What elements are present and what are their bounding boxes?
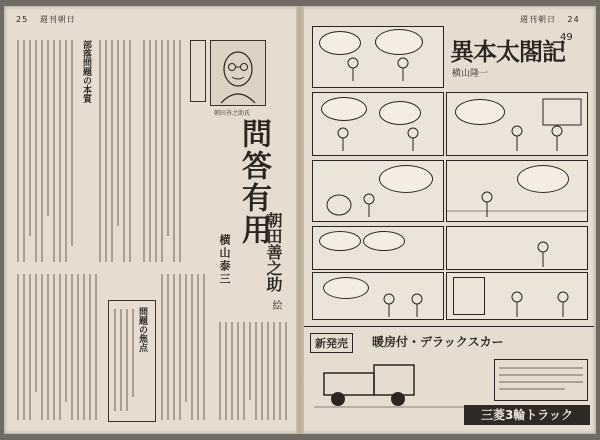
- comic-panel-3: [446, 92, 588, 156]
- right-page-number: 24: [567, 15, 580, 24]
- comic-title: 異本太閤記: [450, 37, 565, 66]
- comic-panel-5: [446, 160, 588, 222]
- advert-badge: 新発売: [310, 333, 353, 353]
- category-tag: [190, 40, 206, 102]
- speech-bubble: [321, 97, 367, 121]
- speech-bubble: [323, 277, 369, 299]
- body-text-block-1: [14, 36, 74, 266]
- interviewer-role: 絵: [270, 300, 281, 310]
- body-text-block-5: [158, 272, 212, 422]
- text-lines-3: [140, 36, 186, 266]
- sidebar-title: 問題の焦点: [137, 307, 147, 352]
- left-page-header: [16, 14, 76, 25]
- sidebar-box: [108, 300, 156, 422]
- body-text-block-4: [14, 272, 104, 422]
- left-page-number: 25: [16, 15, 29, 24]
- photo-caption: 朝田善之助氏: [214, 110, 251, 117]
- body-text-block-3: [140, 36, 186, 266]
- comic-panel-8: [312, 272, 444, 320]
- page-gutter: [296, 6, 304, 434]
- comic-panel-2: [312, 92, 444, 156]
- text-lines-4: [14, 272, 104, 422]
- body-text-block-6: [216, 320, 292, 422]
- comic-panel-4: [312, 160, 444, 222]
- comic-author: 横山隆一: [452, 69, 489, 79]
- text-lines-6: [216, 320, 292, 422]
- advert-brand-banner: 三菱3輪トラック: [464, 405, 590, 425]
- comic-panel-9: [446, 272, 588, 320]
- speech-bubble: [319, 231, 361, 251]
- speech-bubble: [517, 165, 569, 193]
- speech-bubble: [455, 99, 505, 125]
- comic-panel-6: [312, 226, 444, 270]
- left-magazine-name: 週刊朝日: [39, 15, 76, 24]
- speech-bubble: [319, 31, 361, 55]
- sidebar-text-lines: [111, 307, 139, 417]
- portrait-illustration: [211, 41, 265, 105]
- interviewer-block: [216, 234, 238, 286]
- text-lines-5: [158, 272, 212, 422]
- comic-panel-1: [312, 26, 444, 88]
- advert-headline: 暖房付・デラックスカー: [372, 335, 504, 349]
- interviewer-name: 横山泰三: [218, 234, 231, 286]
- speech-bubble: [379, 101, 421, 125]
- signboard: [453, 277, 485, 315]
- right-magazine-name: 週刊朝日: [520, 15, 556, 24]
- guest-photo: [210, 40, 266, 106]
- text-lines-2: [96, 36, 136, 266]
- comic-figures: [447, 227, 587, 269]
- advert-copy-box: [494, 359, 588, 401]
- guest-name: 朝田善之助: [264, 212, 283, 292]
- column-title: 問答有用: [236, 118, 271, 246]
- series-label: 部落問題の本質: [81, 40, 91, 103]
- advertisement: [304, 326, 594, 431]
- advert-copy-lines: [495, 360, 587, 400]
- comic-figures: [447, 161, 587, 221]
- speech-bubble: [375, 29, 423, 55]
- body-text-block-2: [96, 36, 136, 266]
- text-lines-1: [14, 36, 74, 266]
- comic-panel-7: [446, 226, 588, 270]
- speech-bubble: [379, 165, 433, 193]
- truck-illustration: [314, 357, 464, 417]
- episode-number: 49: [560, 32, 573, 43]
- right-page-header: [520, 14, 580, 25]
- speech-bubble: [363, 231, 405, 251]
